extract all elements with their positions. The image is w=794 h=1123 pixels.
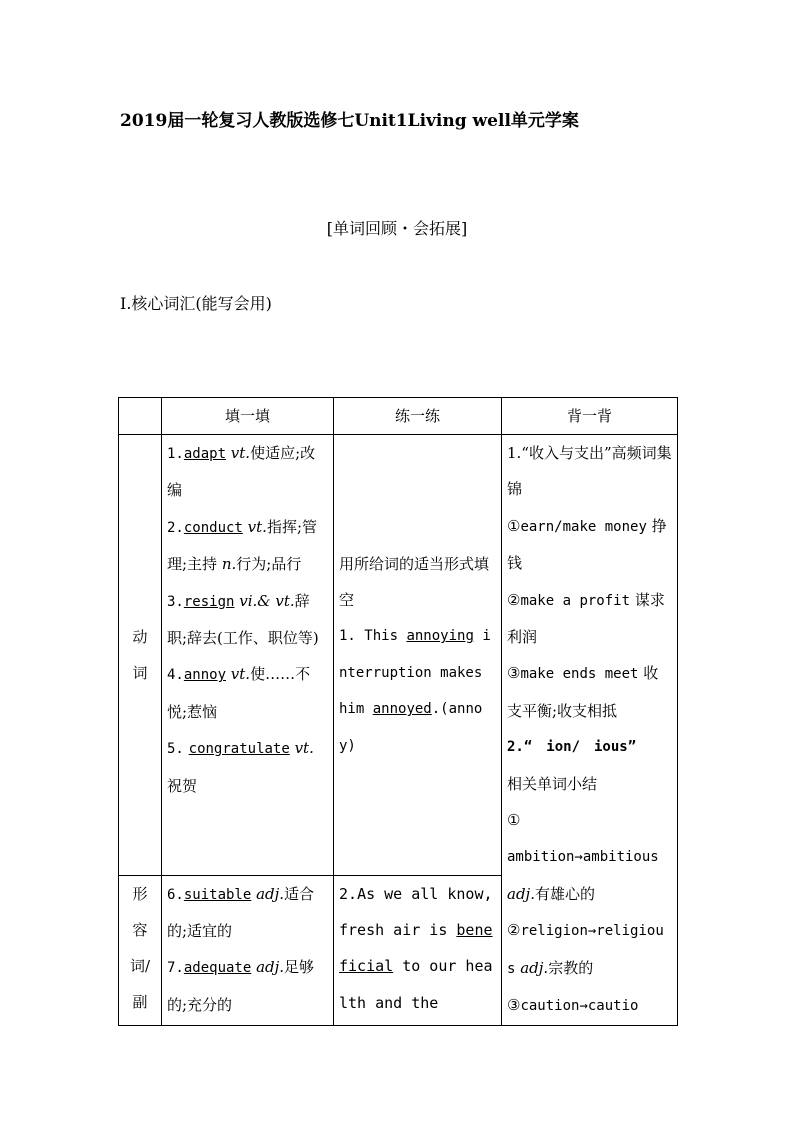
practice-cell-verbs bbox=[334, 435, 502, 876]
vocabulary-table bbox=[118, 397, 678, 1026]
practice-answer: annoyed bbox=[372, 701, 432, 718]
practice-text: .(annoy) bbox=[339, 701, 483, 754]
entry-word: resign bbox=[183, 593, 235, 610]
word-en: caution→cautio bbox=[520, 998, 639, 1015]
practice-text: This bbox=[364, 628, 399, 645]
recite-word bbox=[507, 987, 672, 1024]
word-pos: adj. bbox=[520, 958, 549, 977]
core-vocabulary-heading: Ⅰ.核心词汇(能写会用) bbox=[120, 294, 272, 313]
vocab-entry bbox=[167, 435, 328, 509]
entry-meaning: 使适应;改编 bbox=[167, 444, 316, 500]
circled-number: ① bbox=[507, 516, 521, 535]
entry-meaning: 祝贺 bbox=[167, 776, 198, 795]
phrase-en: make ends meet bbox=[520, 666, 639, 683]
header-cell-practice: 练一练 bbox=[334, 398, 502, 435]
category-adjective bbox=[119, 875, 162, 1025]
entry-number: 4. bbox=[167, 667, 184, 684]
category-char: 动 bbox=[132, 627, 148, 646]
entry-meaning: 适合的;适宜的 bbox=[167, 884, 315, 941]
circled-number: ③ bbox=[507, 996, 521, 1015]
practice-text: to our health and the bbox=[339, 957, 493, 1012]
entry-word: conduct bbox=[183, 519, 243, 536]
entry-pos: n. bbox=[221, 555, 237, 574]
vocab-entry bbox=[167, 949, 328, 1023]
entry-pos: adj. bbox=[256, 958, 285, 977]
entry-number: 7. bbox=[167, 960, 184, 977]
circled-number: ② bbox=[507, 921, 521, 940]
recite-word bbox=[507, 912, 672, 987]
header-cell-fill: 填一填 bbox=[162, 398, 334, 435]
entry-word: congratulate bbox=[188, 741, 290, 758]
word-zh: 宗教的 bbox=[548, 958, 594, 977]
entry-meaning: 指挥;管理;主持 bbox=[167, 517, 317, 574]
practice-number: 2. bbox=[339, 884, 358, 903]
entry-word: suitable bbox=[183, 886, 252, 903]
vocab-entry bbox=[167, 656, 328, 730]
recite-word bbox=[507, 802, 672, 912]
category-char: 形 bbox=[132, 884, 148, 903]
entry-pos: vt. bbox=[230, 665, 251, 684]
entry-meaning: 足够的;充分的 bbox=[167, 958, 315, 1014]
vocab-entry bbox=[167, 876, 328, 950]
category-char: 副 bbox=[132, 992, 148, 1011]
recite-cell bbox=[502, 435, 678, 1026]
entry-meaning: 使……不悦;惹恼 bbox=[167, 665, 311, 721]
practice-answer: annoying bbox=[406, 628, 474, 645]
entry-word: adequate bbox=[183, 960, 252, 977]
phrase-en: make a profit bbox=[520, 592, 631, 609]
category-char: 容 bbox=[132, 920, 148, 939]
word-zh: 有雄心的 bbox=[534, 884, 595, 903]
word-en: religion→religious bbox=[507, 923, 664, 977]
entry-word: adapt bbox=[183, 446, 227, 462]
word-pos: adj. bbox=[507, 884, 535, 903]
circled-number: ② bbox=[507, 590, 521, 609]
category-char: 词/ bbox=[129, 956, 151, 975]
recite-heading-2-sub: 相关单词小结 bbox=[507, 774, 598, 793]
entry-pos: adj. bbox=[256, 884, 285, 903]
practice-sentence bbox=[339, 618, 496, 764]
entry-number: 2. bbox=[167, 519, 184, 536]
circled-number: ③ bbox=[507, 664, 521, 683]
fill-cell-adjectives bbox=[162, 875, 334, 1025]
phrase-en: earn/make money bbox=[520, 518, 647, 535]
table-row-verbs bbox=[119, 435, 678, 876]
recite-phrase bbox=[507, 582, 672, 656]
category-char: 词 bbox=[132, 663, 148, 682]
entry-word: annoy bbox=[183, 667, 227, 684]
table-header-row bbox=[119, 398, 678, 435]
entry-meaning: 行为;品行 bbox=[236, 555, 302, 574]
practice-text: interruption makes him bbox=[339, 628, 491, 718]
recite-heading-1: 1.“收入与支出”高频词集锦 bbox=[507, 444, 672, 499]
phrase-zh: 挣钱 bbox=[507, 516, 667, 573]
header-cell-recite: 背一背 bbox=[502, 398, 678, 435]
entry-pos: vi.& vt. bbox=[239, 591, 295, 610]
recite-heading-2: 2.“ ion/ ious” bbox=[507, 739, 637, 756]
practice-number: 1. bbox=[339, 628, 356, 645]
phrase-zh: 收支平衡;收支相抵 bbox=[507, 664, 659, 720]
entry-number: 5. bbox=[167, 741, 184, 758]
phrase-zh: 谋求利润 bbox=[507, 590, 665, 647]
entry-number: 6. bbox=[167, 886, 184, 903]
recite-phrase bbox=[507, 655, 672, 729]
entry-number: 3. bbox=[167, 593, 184, 610]
entry-number: 1. bbox=[167, 446, 184, 462]
header-cell-empty bbox=[119, 398, 162, 435]
entry-pos: vt. bbox=[230, 444, 251, 462]
entry-pos: vt. bbox=[247, 517, 267, 536]
fill-cell-verbs bbox=[162, 435, 334, 876]
practice-text: As we all know, fresh air is bbox=[339, 884, 493, 940]
entry-meaning: 辞职;辞去(工作、职位等) bbox=[167, 591, 319, 648]
category-verb bbox=[119, 435, 162, 876]
circled-number: ① bbox=[507, 811, 521, 830]
word-en: ambition→ambitious bbox=[507, 849, 659, 866]
entry-pos: vt. bbox=[294, 739, 314, 758]
practice-instruction: 用所给词的适当形式填空 bbox=[339, 554, 490, 609]
vocab-entry bbox=[167, 730, 328, 804]
document-title: 2019届一轮复习人教版选修七Unit1Living well单元学案 bbox=[120, 111, 579, 131]
section-heading: [单词回顾・会拓展] bbox=[326, 219, 468, 238]
recite-phrase bbox=[507, 508, 672, 582]
practice-answer: beneficial bbox=[339, 921, 493, 976]
vocab-entry bbox=[167, 509, 328, 583]
practice-cell-adjectives bbox=[334, 875, 502, 1025]
vocab-entry bbox=[167, 583, 328, 657]
